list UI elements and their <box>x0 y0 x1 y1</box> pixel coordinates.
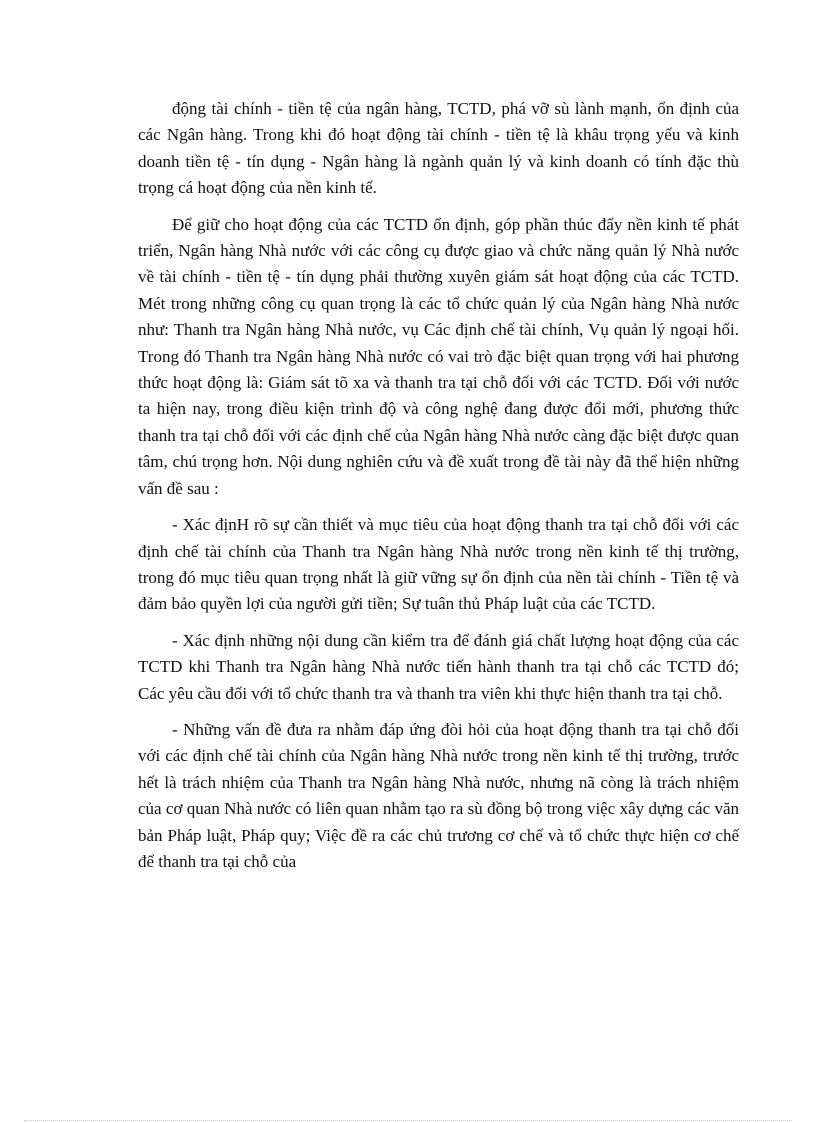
paragraph-5: - Những vấn đề đưa ra nhằm đáp ứng đòi hỏi của hoạt động thanh tra tại chỗ đối với các định chế tài chính của Ngân hàng Nhà nước trong nền kinh tế thị trường, trước hết là trách nhiệm của Thanh tra Ngân hàng Nhà nước, nhưng nã còng là trách nhiệm của cơ quan Nhà nước có liên quan nhằm tạo ra sù đồng bộ trong việc xây dựng các văn bản Pháp luật, Pháp quy; Việc đề ra các chủ trương cơ chế và tổ chức thực hiện cơ chế để thanh tra tại chỗ của <box>138 719 739 871</box>
document-page <box>138 96 739 885</box>
paragraph-2: Để giữ cho hoạt động của các TCTD ổn định, góp phần thúc đẩy nền kinh tế phát triển, Ngân hàng Nhà nước với các công cụ được giao và chức năng quản lý Nhà nước về tài chính - tiền tệ - tín dụng phải thường xuyên giám sát hoạt động của các TCTD. Mét trong những công cụ quan trọng là các tổ chức quản lý của Ngân hàng Nhà nước như: Thanh tra Ngân hàng Nhà nước, vụ Các định chế tài chính, Vụ quản lý ngoại hối. Trong đó Thanh tra Ngân hàng Nhà nước có vai trò đặc biệt quan trọng với hai phương thức hoạt động là: Giám sát tõ xa và thanh tra tại chỗ đối với các TCTD. Đối với nước ta hiện nay, trong điều kiện trình độ và công nghệ đang được đổi mới, phương thức thanh tra tại chỗ đối với các định chế của Ngân hàng Nhà nước càng đặc biệt được quan tâm, chú trọng hơn. Nội dung nghiên cứu và đề xuất trong đề tài này đã thể hiện những vấn đề sau : <box>138 214 739 498</box>
paragraph-3: - Xác địnH rõ sự cần thiết và mục tiêu của hoạt động thanh tra tại chỗ đối với các định chế tài chính của Thanh tra Ngân hàng Nhà nước trong nền kinh tế thị trường, trong đó mục tiêu quan trọng nhất là giữ vững sự ổn định của nền tài chính - Tiền tệ và đảm bảo quyền lợi của người gửi tiền; Sự tuân thủ Pháp luật của các TCTD. <box>138 515 739 614</box>
paragraph-1: động tài chính - tiền tệ của ngân hàng, TCTD, phá vỡ sù lành mạnh, ổn định của các Ngân hàng. Trong khi đó hoạt động tài chính - tiền tệ là khâu trọng yếu và kinh doanh tiền tệ - tín dụng - Ngân hàng là ngành quản lý và kinh doanh có tính đặc thù trọng cá hoạt động của nền kinh tế. <box>138 99 739 198</box>
page-bottom-divider <box>24 1120 792 1121</box>
paragraph-4: - Xác định những nội dung cần kiểm tra để đánh giá chất lượng hoạt động của các TCTD khi Thanh tra Ngân hàng Nhà nước tiến hành thanh tra tại chỗ các TCTD đó; Các yêu cầu đối với tổ chức thanh tra và thanh tra viên khi thực hiện thanh tra tại chỗ. <box>138 630 739 703</box>
